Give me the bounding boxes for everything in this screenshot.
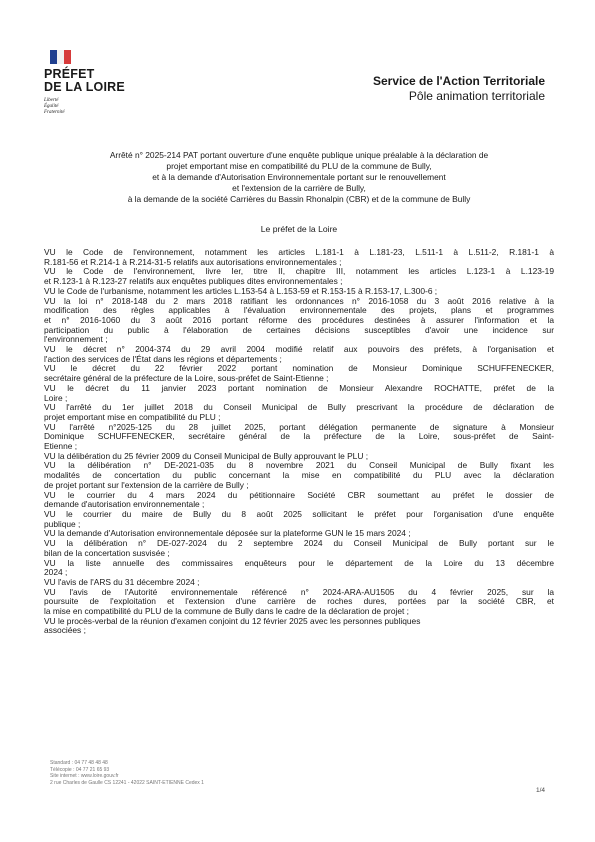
le-prefet-heading: Le préfet de la Loire: [260, 224, 338, 234]
visa-line: VU l'avis de l'Autorité environnementale référencé n° 2024-ARA-AU1505 du 4 février 2025, sur la: [44, 586, 554, 597]
visas-body: [44, 248, 554, 636]
marianne-flag-icon: [50, 50, 72, 64]
visa-line: modification des règles applicables à l'évaluation environnementale des projets, plans et programmes: [44, 305, 554, 316]
visa-line: VU l'arrêté n°2025-125 du 28 juillet 2025, portant délégation permanente de signature à Monsieur: [44, 421, 554, 432]
visa-line: VU le décret du 11 janvier 2023 portant nomination de Monsieur Alexandre ROCHATTE, préfet de la: [44, 382, 554, 393]
visa-line: VU la délibération n° DE-2021-035 du 8 novembre 2021 du Conseil Municipal de Bully fixant les: [44, 460, 554, 471]
visa-line: VU le Code de l'environnement, livre Ier, titre II, chapitre III, notamment les articles L.123-1 à L.123-19: [44, 266, 554, 277]
arrete-title: Arrêté n° 2025-214 PAT portant ouverture d'une enquête publique unique préalable à la déclaration de projet emportant mise en compatibilité du PLU de la commune de Bully, et à la demande d'Autorisation Environnementale portant sur le renouvellement et l'extension de la carrière de Bully, à la demande de la société Carrières du Bassin Rhonalpin (CBR) et de la commune de Bully: [109, 150, 489, 204]
service-heading: [373, 74, 545, 104]
visa-line: Etienne ;: [44, 441, 78, 452]
service-subtitle: Pôle animation territoriale: [408, 89, 545, 103]
visa-line: bilan de la concertation susvisée ;: [44, 547, 170, 558]
visa-line: l'action des services de l'État dans les régions et départements ;: [44, 353, 282, 364]
visa-line: VU le décret du 22 février 2022 portant nomination de Monsieur Dominique SCHUFFENECKER,: [44, 363, 554, 374]
visa-line: VU l'avis de l'ARS du 31 décembre 2024 ;: [44, 576, 200, 587]
visa-line: VU le Code de l'urbanisme, notamment les articles L.153-54 à L.153-59 et R.153-15 à R.153-17, L.300-6 ;: [44, 285, 438, 296]
visa-line: VU la liste annuelle des commissaires enquêteurs pour le département de la Loire du 13 décembre: [44, 557, 554, 568]
visa-line: associées ;: [44, 625, 86, 636]
prefecture-logo: [44, 50, 164, 116]
service-title: Service de l'Action Territoriale: [372, 74, 545, 88]
visa-line: secrétaire général de la préfecture de la Loire, sous-préfet de Saint-Etienne ;: [44, 373, 329, 384]
visa-line: VU le Code de l'environnement, notamment les articles L.181-1 à L.181-23, L.511-1 à L.511-2, R.181-1 à: [44, 247, 554, 257]
visa-line: projet emportant mise en compatibilité du PLU ;: [44, 411, 221, 422]
visa-line: VU la loi n° 2018-148 du 2 mars 2018 ratifiant les ordonnances n° 2016-1058 du 3 août 2016 relative à la: [44, 295, 554, 306]
visa-line: la mise en compatibilité du PLU de la commune de Bully dans le cadre de la déclaration de projet ;: [44, 606, 409, 617]
visa-line: VU la délibération n° DE-027-2024 du 2 septembre 2024 du Conseil Municipal de Bully portant sur le: [44, 538, 554, 549]
visa-line: 2024 ;: [44, 567, 68, 578]
visa-line: l'environnement ;: [44, 334, 108, 345]
visa-line: VU la délibération du 25 février 2009 du Conseil Municipal de Bully approuvant le PLU ;: [44, 450, 369, 461]
visa-line: VU le courrier du maire de Bully du 8 août 2025 sollicitant le préfet pour l'organisation d'une enquête: [44, 508, 554, 519]
visa-line: Loire ;: [44, 392, 68, 403]
republic-motto: Liberté Égalité Fraternité: [44, 98, 65, 115]
visa-line: VU le décret n° 2004-374 du 29 avril 2004 modifié relatif aux pouvoirs des préfets, à l'organisation et: [44, 344, 554, 355]
visa-line: de projet portant sur l'extension de la carrière de Bully ;: [44, 479, 249, 490]
visa-line: et R.123-1 à R.123-27 relatifs aux enquêtes publiques dites environnementales ;: [44, 276, 343, 287]
visa-line: poursuite de l'exploitation et l'extension d'une carrière de roches dures, portées par la société CBR, et: [44, 596, 554, 607]
visa-line: demande d'autorisation environnementale ;: [44, 499, 205, 510]
visa-line: R.181-56 et R.214-1 à R.214-31-5 relatifs aux autorisations environnementales ;: [44, 256, 342, 267]
visa-line: modalités de concertation du public concernant la mise en compatibilité du PLU avec la déclaration: [44, 470, 554, 481]
visa-line: VU le courrier du 4 mars 2024 du pétitionnaire Société CBR soumettant au préfet le dossier de: [44, 489, 554, 500]
visa-line: et n° 2016-1060 du 3 août 2016 portant réforme des procédures destinées à assurer l'information et la: [44, 314, 554, 325]
visa-line: VU l'arrêté du 1er juillet 2018 du Conseil Municipal de Bully prescrivant la procédure de déclaration de: [44, 402, 554, 413]
visa-line: VU le procès-verbal de la réunion d'examen conjoint du 12 février 2025 avec les personnes publiques: [44, 615, 421, 626]
visa-line: Dominique SCHUFFENECKER, secrétaire général de la préfecture de la Loire, sous-préfet de Saint-: [44, 431, 554, 442]
visa-line: participation du public à l'élaboration de certaines décisions susceptibles d'avoir une incidence sur: [44, 324, 554, 335]
prefet-title: PRÉFET DE LA LOIRE: [44, 67, 125, 94]
page-number: 1/4: [536, 787, 546, 794]
footer-contact: Standard : 04 77 48 48 48 Télécopie : 04 77 21 65 93 Site internet : www.loire.gouv.fr 2 rue Charles de Gaulle CS 12241 - 42022 SAINT-ETIENNE Cedex 1: [50, 760, 204, 786]
visa-line: VU la demande d'Autorisation environnementale déposée sur la plateforme GUN le 15 mars 2024 ;: [44, 528, 411, 539]
visa-line: publique ;: [44, 518, 81, 529]
